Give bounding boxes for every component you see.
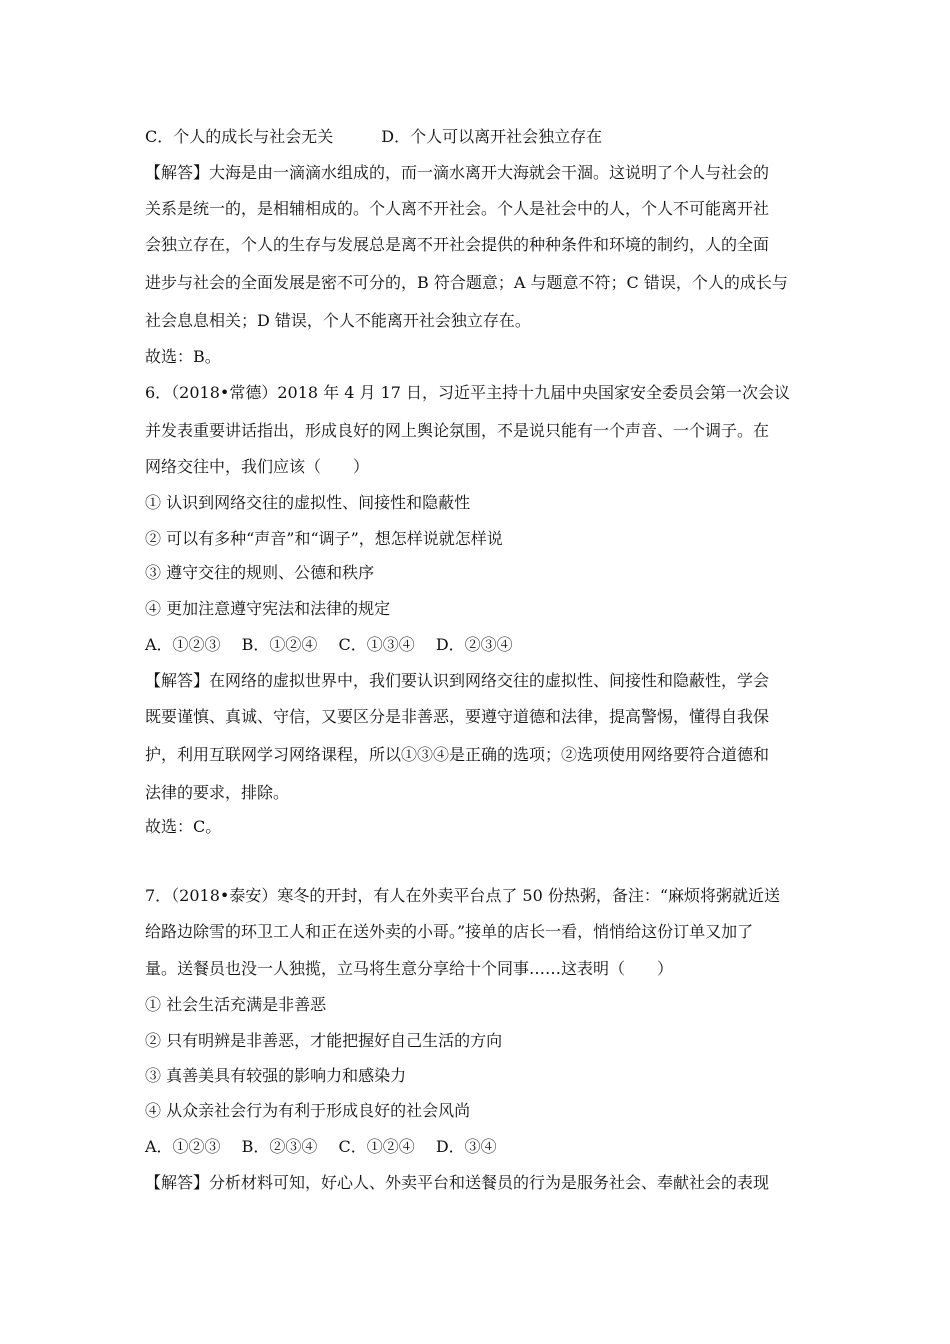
q7-item-2: ② 只有明辨是非善恶，才能把握好自己生活的方向 bbox=[145, 1031, 503, 1050]
q7-item-4: ④ 从众亲社会行为有利于形成良好的社会风尚 bbox=[145, 1101, 471, 1120]
q6-stem-line-2: 并发表重要讲话指出，形成良好的网上舆论氛围，不是说只能有一个声音、一个调子。在 bbox=[145, 421, 770, 440]
q6-item-4: ④ 更加注意遵守宪法和法律的规定 bbox=[145, 599, 391, 618]
q5-options-cd: C．个人的成长与社会无关 D．个人可以离开社会独立存在 bbox=[145, 127, 603, 146]
q5-choice: 故选：B。 bbox=[145, 347, 221, 366]
q6-answer-line-4: 法律的要求，排除。 bbox=[145, 783, 290, 802]
q6-choice: 故选：C。 bbox=[145, 817, 222, 836]
q6-item-3: ③ 遵守交往的规则、公德和秩序 bbox=[145, 563, 375, 582]
q6-answer-line-2: 既要谨慎、真诚、守信，又要区分是非善恶，要遵守道德和法律，提高警惕，懂得自我保 bbox=[145, 707, 770, 726]
q6-answer-line-3: 护，利用互联网学习网络课程，所以①③④是正确的选项；②选项使用网络要符合道德和 bbox=[145, 745, 770, 764]
q6-stem-line-3: 网络交往中，我们应该（ ） bbox=[145, 457, 370, 476]
q5-answer-line-1: 【解答】大海是由一滴滴水组成的，而一滴水离开大海就会干涸。这说明了个人与社会的 bbox=[145, 163, 770, 182]
q6-answer-line-1: 【解答】在网络的虚拟世界中，我们要认识到网络交往的虚拟性、间接性和隐蔽性，学会 bbox=[145, 671, 770, 690]
q7-item-3: ③ 真善美具有较强的影响力和感染力 bbox=[145, 1066, 407, 1085]
q6-options: A．①②③ B．①②④ C．①③④ D．②③④ bbox=[145, 635, 513, 654]
q7-stem-line-3: 量。送餐员也没一人独揽，立马将生意分享给十个同事……这表明（ ） bbox=[145, 959, 674, 978]
q6-item-1: ① 认识到网络交往的虚拟性、间接性和隐蔽性 bbox=[145, 493, 471, 512]
q6-item-2: ② 可以有多种“声音”和“调子”，想怎样说就怎样说 bbox=[145, 529, 503, 548]
q7-answer-line-1: 【解答】分析材料可知，好心人、外卖平台和送餐员的行为是服务社会、奉献社会的表现 bbox=[145, 1173, 770, 1192]
q5-answer-line-4: 进步与社会的全面发展是密不可分的，B 符合题意；A 与题意不符；C 错误，个人的成长与 bbox=[145, 273, 788, 292]
q6-stem-line-1: 6．（2018•常德）2018 年 4 月 17 日，习近平主持十九届中央国家安全委员会第一次会议 bbox=[145, 383, 791, 402]
q7-stem-line-1: 7．（2018•泰安）寒冬的开封，有人在外卖平台点了 50 份热粥，备注：“麻烦将粥就近送 bbox=[145, 886, 781, 905]
q7-options: A．①②③ B．②③④ C．①②④ D．③④ bbox=[145, 1137, 497, 1156]
q5-answer-line-5: 社会息息相关；D 错误，个人不能离开社会独立存在。 bbox=[145, 311, 531, 330]
q5-answer-line-3: 会独立存在，个人的生存与发展总是离不开社会提供的种种条件和环境的制约，人的全面 bbox=[145, 235, 770, 254]
q7-stem-line-2: 给路边除雪的环卫工人和正在送外卖的小哥。”接单的店长一看，悄悄给这份订单又加了 bbox=[145, 922, 754, 941]
q5-answer-line-2: 关系是统一的，是相辅相成的。个人离不开社会。个人是社会中的人，个人不可能离开社 bbox=[145, 199, 770, 218]
q7-item-1: ① 社会生活充满是非善恶 bbox=[145, 995, 327, 1014]
